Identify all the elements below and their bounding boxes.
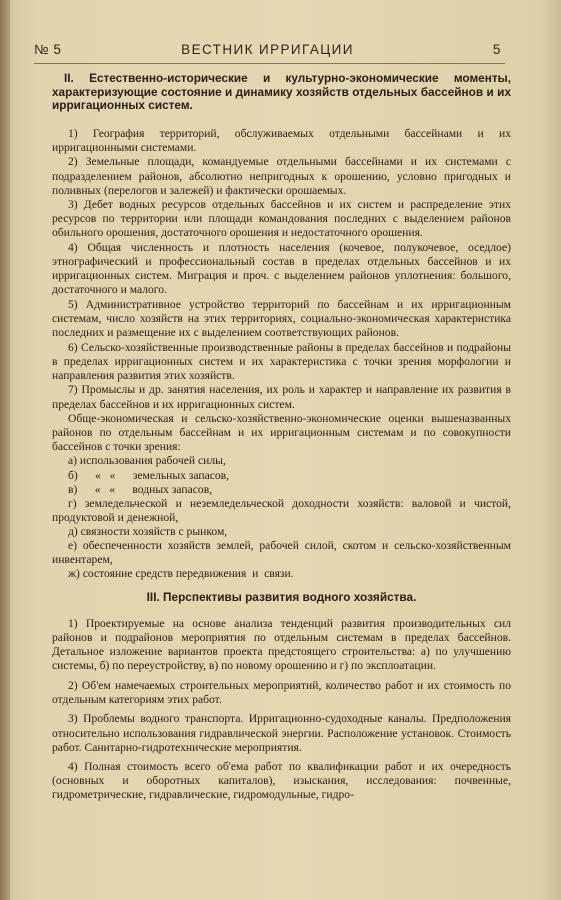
list-item: д) связности хозяйств с рынком, [68, 524, 228, 538]
section-2-paragraph: Обще-экономическая и сельско-хозяйственно-экономические оценки вышеназванных районов по отдельным бассейнам и их ирригационным системам и по совокупности бассейнов с точки зрения: [52, 412, 511, 454]
issue-number: № 5 [34, 42, 62, 57]
body-text [52, 72, 511, 803]
section-3-title: III. Перспективы развития водного хозяйства. [146, 590, 417, 605]
list-item: в) « « водных запасов, [68, 482, 213, 496]
section-2-paragraph: 6) Сельско-хозяйственные производственные районы в пределах бассейнов и подрайоны в пределах ирригационных систем и их характеристика с точки зрения морфологии и направления развития этих хозяйств. [52, 340, 511, 382]
list-item: б) « « земельных запасов, [68, 468, 230, 482]
section-2-paragraph: 3) Дебет водных ресурсов отдельных бассейнов и их систем и распределение этих ресурсов по территории или площади командования последних с выделением районов обильного орошения, достаточного орошения и недостаточного орошения. [52, 198, 511, 240]
list-item: г) земледельческой и неземледельческой доходности хозяйств: валовой и чистой, продуктовой и денежной, [52, 496, 511, 524]
section-2-paragraph: 2) Земельные площади, командуемые отдельными бассейнами и их системами с подразделением районов, абсолютно непригодных к орошению, условно пригодных и поливных (перелогов и залежей) и фактически орошаемых. [52, 155, 511, 197]
section-2-paragraph: 1) География территорий, обслуживаемых отдельными бассейнами и их ирригационными системами. [52, 126, 511, 154]
list-item: е) обеспеченности хозяйств землей, рабочей силой, скотом и сельско-хозяйственным инвентарем, [52, 539, 511, 567]
section-2-paragraph: 4) Общая численность и плотность населения (кочевое, полукочевое, оседлое) этнографический и профессиональный состав в пределах отдельных бассейнов и их ирригационных систем. Миграция и проч. с выделением районов уплотнения: большого, достаточного и малого. [52, 241, 511, 297]
section-3-paragraph: 1) Проектируемые на основе анализа тенденций развития производительных сил районов и подрайонов мероприятия по отдельным системам в пределах бассейнов. Детальное изложение вариантов проекта предстоящего строительства: а) по улучшению системы, б) по переустройству, в) по новому орошению и г) по эксплоатации. [52, 616, 511, 673]
page-number: 5 [492, 42, 501, 57]
section-2-paragraph: 7) Промыслы и др. занятия населения, их роль и характер и направление их развития в пределах бассейнов и их ирригационных систем. [52, 383, 511, 411]
section-3-paragraph: 3) Проблемы водного транспорта. Ирригационно-судоходные каналы. Предположения относительно использования гидравлической энергии. Расположение установок. Стоимость работ. Санитарно-гидротехнические мероприятия. [52, 712, 511, 754]
running-header [34, 42, 501, 62]
section-2-paragraph: 5) Административное устройство территорий по бассейнам и их ирригационным системам, число хозяйств на этих территориях, социально-экономическая характеристика последних и размещение их с выделением соответствующих районов. [52, 297, 511, 340]
section-2-title: II. Естественно-исторические и культурно-экономические моменты, характеризующие состояние и динамику хозяйств отдельных бассейнов и их ирригационных систем. [52, 71, 511, 113]
header-rule [34, 63, 505, 64]
binding-edge [0, 0, 10, 900]
list-item: а) использования рабочей силы, [68, 454, 226, 468]
list-item: ж) состояние средств передвижения и связи. [68, 567, 294, 581]
section-3-paragraph: 4) Полная стоимость всего об'ема работ по квалификации работ и их очередность (основных и оборотных капиталов), изыскания, исследования: почвенные, гидрометрические, гидравлические, гидромодульные, гидро- [52, 760, 511, 802]
section-3-paragraph: 2) Об'ем намечаемых строительных мероприятий, количество работ и их стоимость по отдельным категориям этих работ. [52, 678, 511, 706]
journal-title: ВЕСТНИК ИРРИГАЦИИ [181, 42, 354, 57]
